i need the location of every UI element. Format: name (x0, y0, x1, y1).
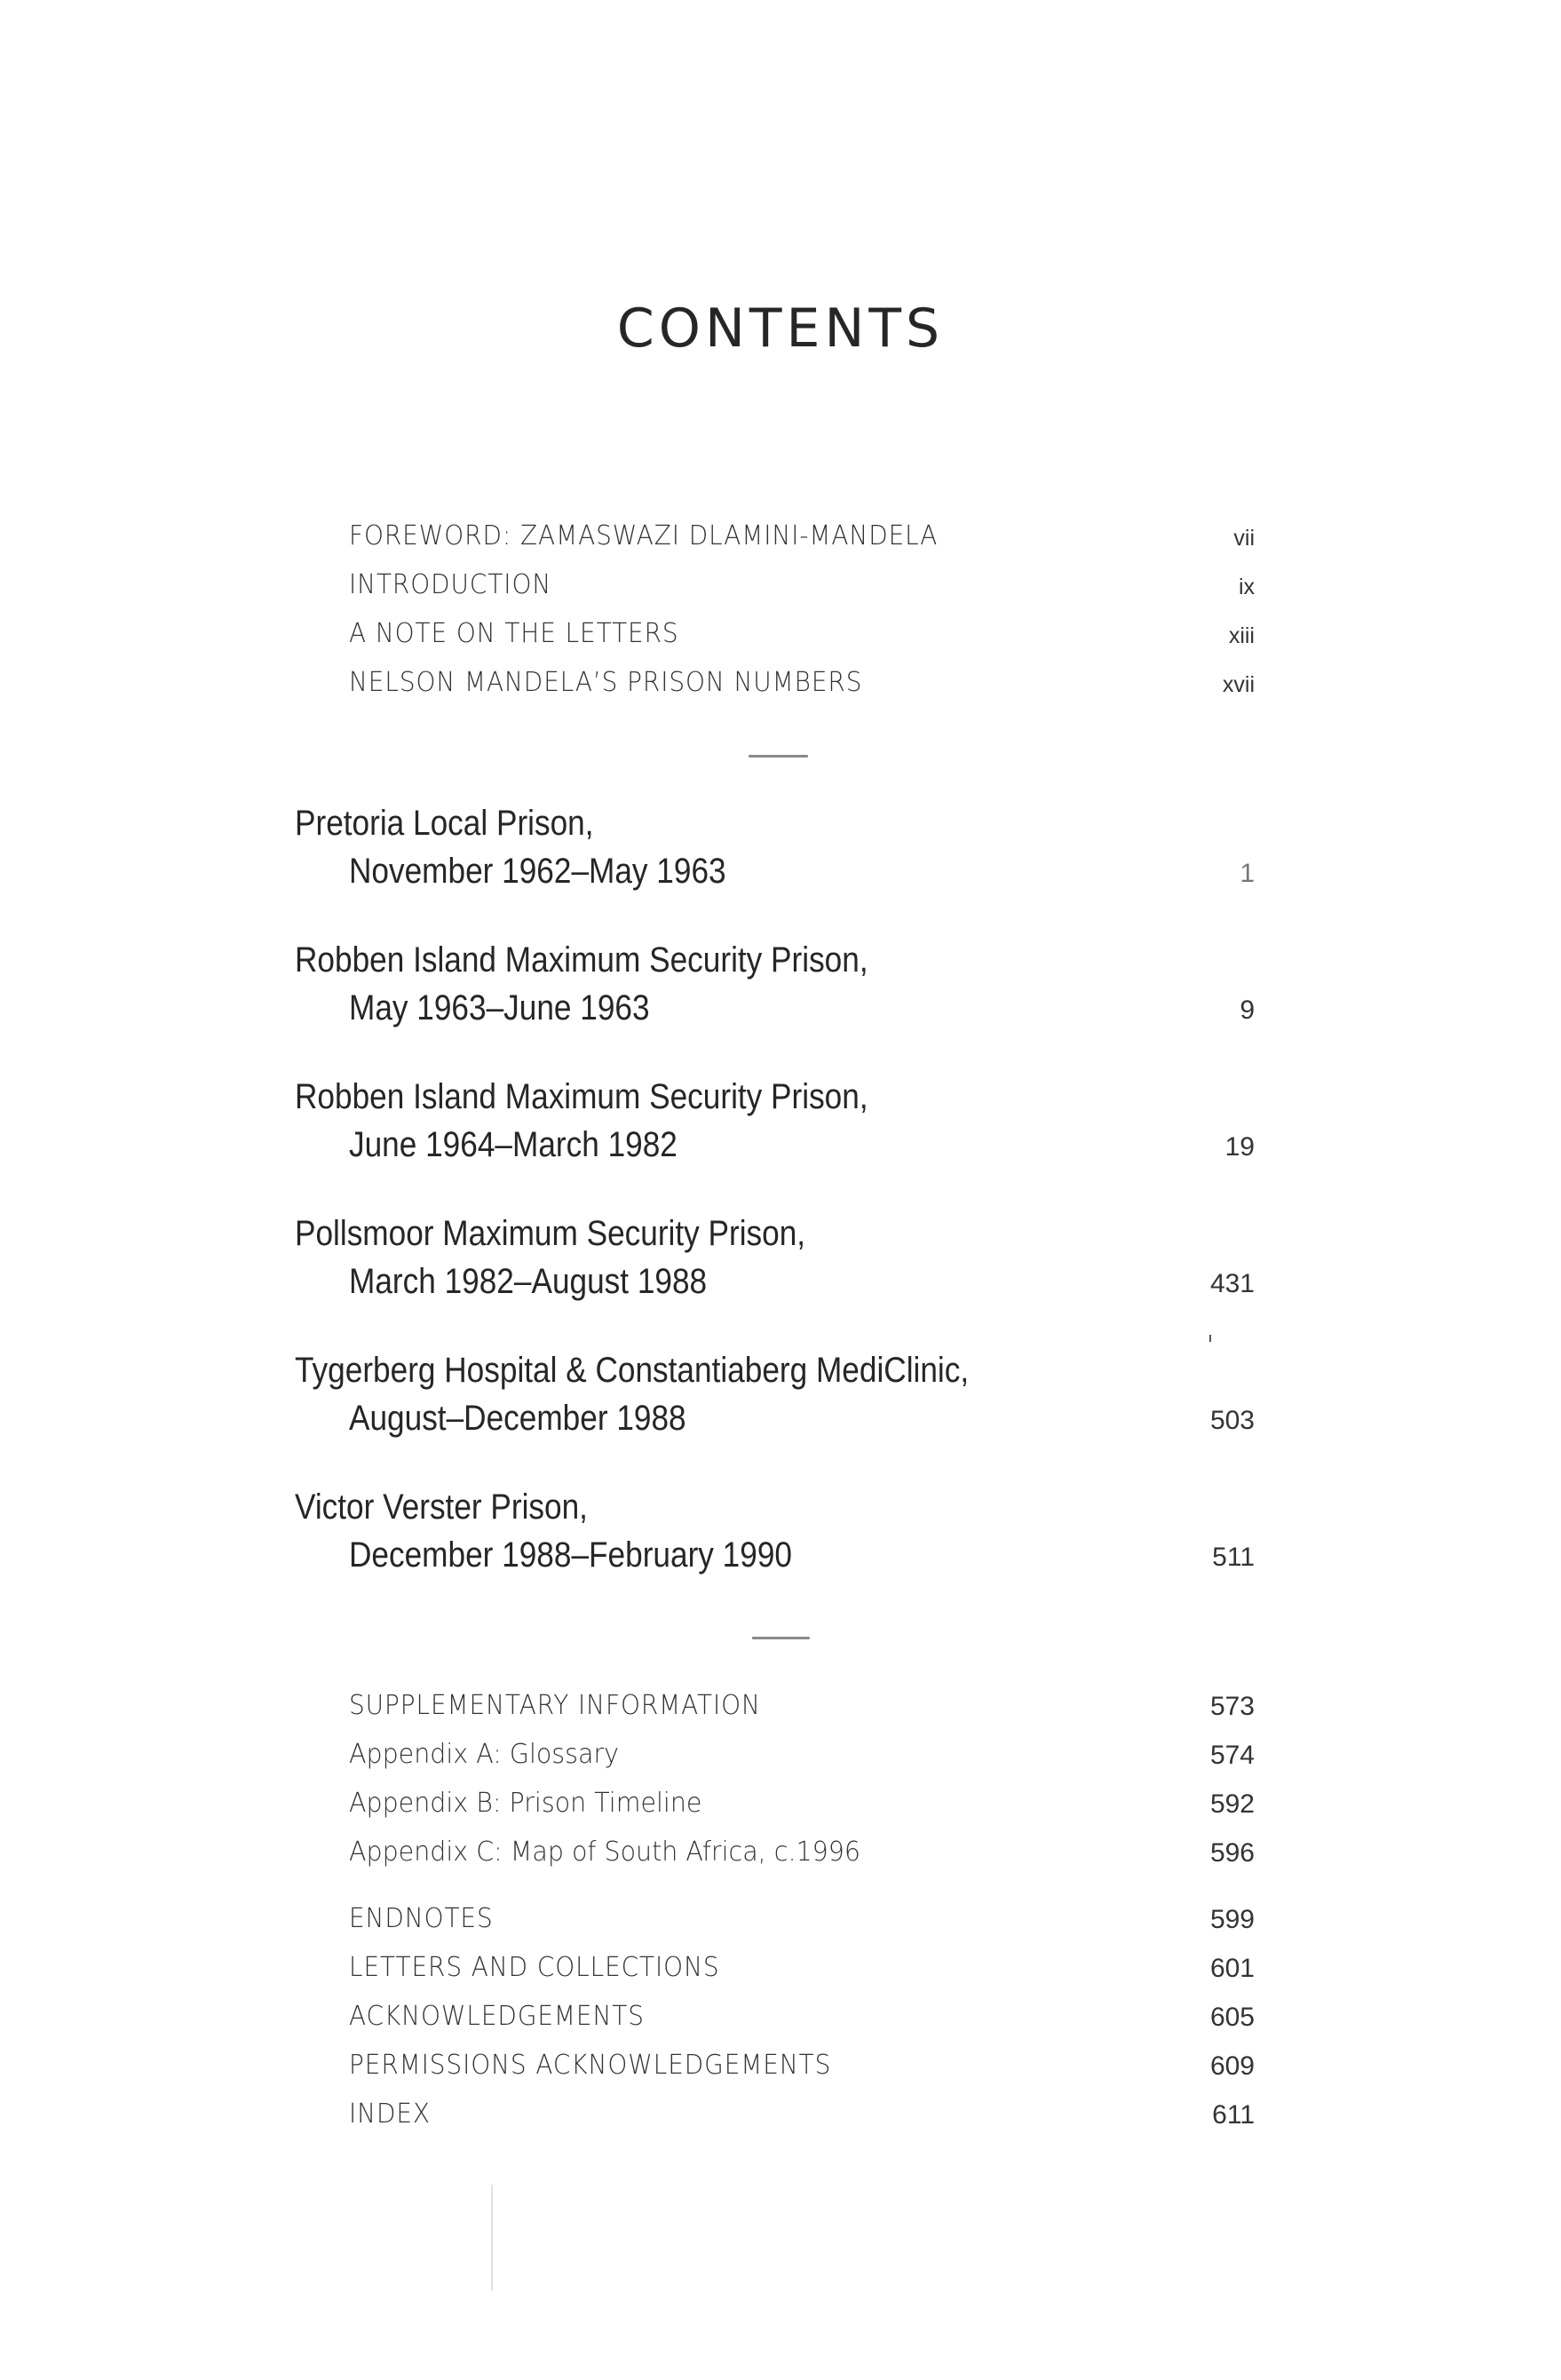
toc-entry-label: Appendix B: Prison Timeline (349, 1788, 702, 1819)
toc-chapter-pretoria[interactable] (0, 804, 1561, 901)
chapter-dates: May 1963–June 1963 (349, 988, 650, 1027)
toc-chapter-tygerberg[interactable] (0, 1351, 1561, 1448)
chapter-place: Tygerberg Hospital & Constantiaberg MediClinic, (295, 1351, 970, 1390)
toc-entry-page: ix (1238, 575, 1255, 599)
toc-entry-label: Appendix C: Map of South Africa, c.1996 (349, 1837, 861, 1868)
toc-entry-label: LETTERS AND COLLECTIONS (349, 1952, 720, 1983)
chapter-place: Victor Verster Prison, (295, 1488, 588, 1527)
toc-entry-endnotes[interactable] (0, 1900, 1561, 1948)
page-title: CONTENTS (616, 298, 945, 360)
toc-entry-page: 592 (1209, 1789, 1255, 1819)
toc-entry-page: 609 (1209, 2051, 1255, 2081)
toc-entry-label: ENDNOTES (349, 1903, 494, 1934)
toc-entry-page: 599 (1209, 1905, 1255, 1934)
toc-chapter-robben-island-1963[interactable] (0, 940, 1561, 1038)
toc-entry-label: FOREWORD: ZAMASWAZI DLAMINI-MANDELA (349, 520, 939, 551)
toc-entry-page: vii (1233, 526, 1255, 551)
toc-entry-supplementary-information[interactable] (0, 1686, 1561, 1735)
chapter-page: 511 (1212, 1543, 1255, 1572)
chapter-dates: August–December 1988 (349, 1399, 686, 1438)
chapter-place: Robben Island Maximum Security Prison, (295, 1077, 868, 1116)
toc-entry-label: NELSON MANDELA’S PRISON NUMBERS (349, 667, 863, 698)
chapter-place: Robben Island Maximum Security Prison, (295, 940, 868, 980)
scan-mark (491, 2185, 493, 2291)
toc-chapter-victor-verster[interactable] (0, 1488, 1561, 1585)
section-divider (749, 755, 808, 758)
chapter-page: 9 (1240, 996, 1255, 1025)
toc-entry-label: INTRODUCTION (349, 569, 552, 600)
chapter-page: 503 (1209, 1406, 1255, 1435)
toc-entry-page: 573 (1209, 1692, 1255, 1721)
chapter-dates: November 1962–May 1963 (349, 852, 726, 891)
chapter-page: 19 (1224, 1132, 1255, 1162)
chapter-place: Pollsmoor Maximum Security Prison, (295, 1214, 806, 1253)
toc-chapter-pollsmoor[interactable] (0, 1214, 1561, 1312)
scan-mark (1209, 1335, 1211, 1342)
toc-entry-label: PERMISSIONS ACKNOWLEDGEMENTS (349, 2050, 832, 2081)
toc-entry-note-on-letters[interactable] (0, 615, 1561, 663)
toc-entry-acknowledgements[interactable] (0, 1997, 1561, 2046)
toc-entry-index[interactable] (0, 2095, 1561, 2144)
chapter-page: 1 (1240, 859, 1255, 888)
chapter-dates: June 1964–March 1982 (349, 1125, 677, 1164)
toc-entry-prison-numbers[interactable] (0, 663, 1561, 712)
toc-entry-label: SUPPLEMENTARY INFORMATION (349, 1690, 761, 1721)
toc-entry-appendix-c[interactable] (0, 1833, 1561, 1882)
toc-entry-appendix-a[interactable] (0, 1735, 1561, 1784)
chapter-dates: December 1988–February 1990 (349, 1535, 792, 1575)
toc-entry-page: 574 (1209, 1741, 1255, 1770)
section-divider (752, 1637, 810, 1639)
toc-entry-label: INDEX (349, 2098, 431, 2130)
toc-entry-page: xvii (1222, 672, 1255, 697)
toc-entry-page: xiii (1228, 623, 1255, 648)
toc-entry-page: 601 (1209, 1954, 1255, 1983)
toc-entry-introduction[interactable] (0, 566, 1561, 615)
toc-entry-label: ACKNOWLEDGEMENTS (349, 2001, 645, 2032)
toc-entry-appendix-b[interactable] (0, 1784, 1561, 1833)
toc-entry-label: A NOTE ON THE LETTERS (349, 618, 679, 649)
chapter-page: 431 (1209, 1269, 1255, 1298)
toc-entry-page: 605 (1209, 2003, 1255, 2032)
toc-entry-page: 596 (1209, 1838, 1255, 1868)
toc-entry-label: Appendix A: Glossary (349, 1739, 620, 1770)
toc-entry-letters-and-collections[interactable] (0, 1948, 1561, 1997)
chapter-place: Pretoria Local Prison, (295, 804, 594, 843)
chapter-dates: March 1982–August 1988 (349, 1262, 708, 1301)
toc-chapter-robben-island-1964[interactable] (0, 1077, 1561, 1175)
toc-entry-permissions-acknowledgements[interactable] (0, 2046, 1561, 2095)
toc-entry-page: 611 (1212, 2100, 1255, 2130)
toc-entry-foreword[interactable] (0, 517, 1561, 566)
